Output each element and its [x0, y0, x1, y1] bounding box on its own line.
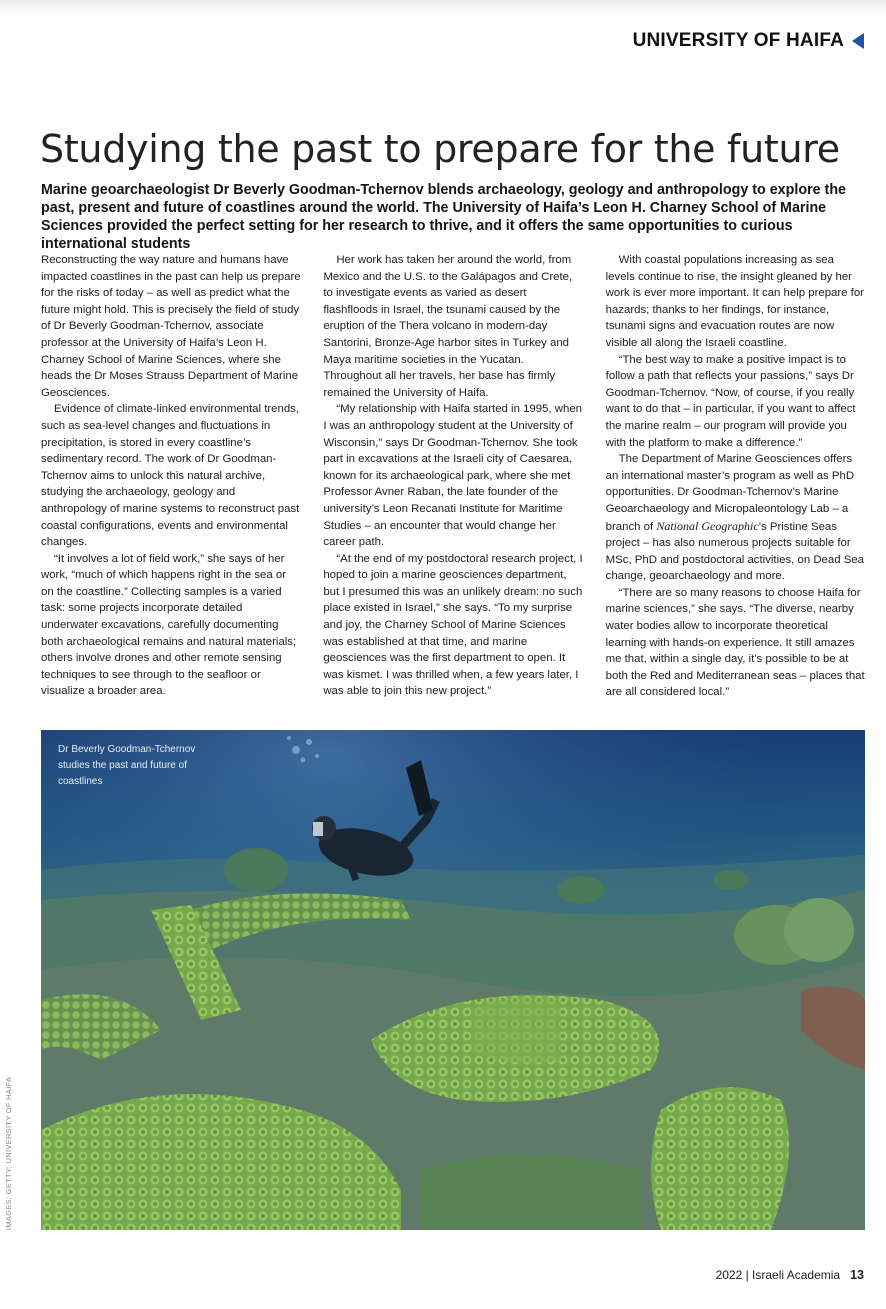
- paragraph: “There are so many reasons to choose Haifa for marine sciences,” she says. “The diverse, nearby water bodies allow to incorporate theoretical learning with hands-on experience. It still amazes me that, within a single day, it’s possible to be at both the Red and Mediterranean seas – places that are all considered local.”: [605, 586, 865, 699]
- publication-name: National Geographic: [656, 518, 759, 533]
- diver-coral-photo: [41, 730, 865, 1230]
- article-standfirst: Marine geoarchaeologist Dr Beverly Goodman-Tchernov blends archaeology, geology and anthropology to explore the past, present and future of coastlines around the world. The University of Haifa’s Leon H. Charney School of Marine Sciences provided the perfect setting for her research to thrive, and it offers the same opportunities to curious international students: [41, 182, 847, 252]
- paragraph: “My relationship with Haifa started in 1995, when I was an anthropology student at the University of Wisconsin,” says Dr Goodman-Tchernov. She took part in excavations at the Israeli city of Caesarea, known for its archaeological park, where she met Professor Avner Raban, the late founder of the university’s Leon Recanati Institute for Maritime Studies – an encounter that would change her career path.: [323, 403, 582, 549]
- page-footer: [716, 1268, 864, 1282]
- paragraph: Reconstructing the way nature and humans have impacted coastlines in the past can help us prepare for the risks of today – as well as predict what the future might hold. This is precisely the field of study of Dr Beverly Goodman-Tchernov, associate professor at the University of Haifa’s Leon H. Charney School of Marine Sciences, where she heads the Dr Moses Strauss Department of Marine Geosciences.: [41, 254, 301, 399]
- section-label: UNIVERSITY OF HAIFA: [632, 30, 844, 51]
- paragraph: “The best way to make a positive impact is to follow a path that reflects your passions,” says Dr Goodman-Tchernov. “Now, of course, if you really want to do that – in particular, if you want to affect the marine realm – our program will provide you with the platform to make a difference.”: [605, 353, 856, 449]
- paragraph: With coastal populations increasing as sea levels continue to rise, the insight gleaned by her work is ever more important. It can help prepare for hazards; thanks to her findings, for instance, tsunami signs and evacuation routes are now visible all along the Israeli coastline.: [605, 254, 864, 349]
- paragraph-text: The Department of Marine Geosciences offers an international master’s program as well as PhD opportunities. Dr Goodman-Tchernov’s Marine Geoarchaeology and Micropaleontology Lab – a branch of: [605, 453, 855, 533]
- body-column-1: [41, 252, 301, 701]
- paragraph: “At the end of my postdoctoral research project, I hoped to join a marine geosciences department, but I presumed this was an unlikely dream: no such place existed in Israel,” she says. “To my surprise and joy, the Charney School of Marine Sciences was established at that time, and marine geosciences was the first department to open. It was kismet. I was thrilled when, a few years later, I was able to join this new project.”: [323, 552, 583, 698]
- body-column-2: [323, 252, 583, 701]
- page-top-shadow: [0, 0, 886, 14]
- page-number: 13: [850, 1268, 864, 1282]
- article-headline: Studying the past to prepare for the future: [40, 127, 840, 171]
- paragraph: Her work has taken her around the world, from Mexico and the U.S. to the Galápagos and Crete, to investigate events as varied as desert flashfloods in Israel, the tsunami caused by the eruption of the Thera volcano in modern-day Santorini, Bronze-Age harbor sites in Turkey and Maya maritime societies in the Yucatan. Throughout all her travels, her base has firmly remained the University of Haifa.: [323, 254, 573, 399]
- paragraph: “It involves a lot of field work,” she says of her work, “much of which happens right in the sea or on the coastline.” Collecting samples is a varied task: some projects incorporate detailed underwater excavations, carefully documenting both archaeological remains and natural materials; others involve drones and other remote sensing techniques to see through to the seafloor or visualize a broader area.: [41, 552, 297, 698]
- section-arrow-icon: [852, 33, 864, 49]
- paragraph-text: ’s Pristine Seas project – has also numerous projects suitable for MSc, PhD and postdoctoral activities, on Dead Sea change, geoarchaeology and more.: [605, 520, 864, 583]
- paragraph: [606, 451, 866, 585]
- photo-caption: Dr Beverly Goodman-Tchernov studies the past and future of coastlines: [58, 744, 196, 787]
- paragraph: Evidence of climate-linked environmental trends, such as sea-level changes and fluctuations in precipitation, is stored in every coastline’s sedimentary record. The work of Dr Goodman-Tchernov aims to unlock this natural archive, studying the archaeology, geology and anthropology of marine systems to reconstruct past coastal configurations, events and environmental changes.: [41, 403, 300, 549]
- body-column-3: [606, 252, 866, 701]
- footer-label: 2022 | Israeli Academia: [715, 1268, 841, 1282]
- section-header: [633, 30, 864, 52]
- photo-credit: IMAGES: GETTY; UNIVERSITY OF HAIFA: [4, 1076, 13, 1230]
- article-body: [41, 252, 866, 701]
